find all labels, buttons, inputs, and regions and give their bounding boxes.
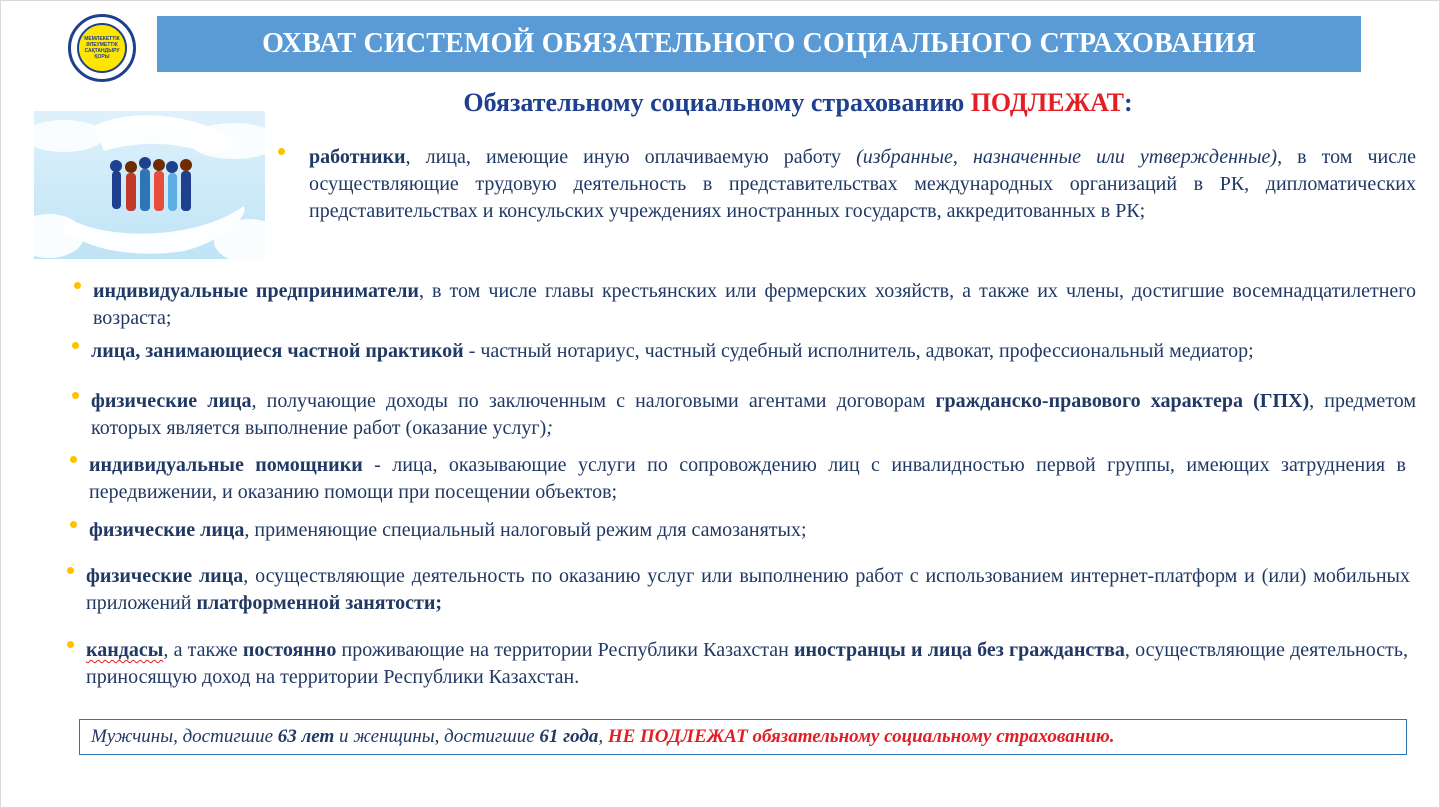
item-bold: постоянно — [242, 639, 337, 661]
item-bold: индивидуальные предприниматели — [93, 280, 419, 302]
header-bar — [157, 16, 1361, 72]
item-bold: физические лица — [86, 565, 244, 587]
bullet-dot-icon — [70, 456, 77, 463]
note-bold: 61 года — [539, 726, 599, 747]
item-text: , в том числе главы крестьянских или фермерских хозяйств, а также их члены, достигшие восемнадцатилетнего возраста; — [93, 280, 1416, 329]
item-bold: индивидуальные помощники — [89, 454, 363, 476]
list-item-private-practice — [91, 338, 1421, 365]
item-text: , осуществляющие деятельность, приносящую доход на территории Республики Казахстан. — [86, 639, 1408, 688]
subtitle-accent: ПОДЛЕЖАТ — [970, 88, 1124, 117]
item-text: - частный нотариус, частный судебный исполнитель, адвокат, профессиональный медиатор; — [463, 340, 1254, 362]
bullet-dot-icon — [67, 567, 74, 574]
item-text: , осуществляющие деятельность по оказанию услуг или выполнению работ с использованием интернет-платформ и (или) мобильных приложений — [86, 565, 1410, 614]
item-bold: платформенной занятости; — [196, 592, 443, 614]
item-bold: физические лица — [91, 390, 252, 412]
item-text: проживающие на территории Республики Казахстан — [336, 639, 794, 661]
item-text: - лица, оказывающие услуги по сопровождению лиц с инвалидностью первой группы, имеющих затруднения в передвижении, и оказанию помощи при посещении объектов; — [89, 454, 1406, 503]
bullet-dot-icon — [278, 148, 285, 155]
item-bold: работники — [309, 146, 406, 168]
item-text: , в том числе осуществляющие трудовую деятельность в представительствах международных организаций в РК, дипломатических представительствах и консульских учреждениях иностранных государств, аккредитованных в РК; — [309, 146, 1416, 222]
item-italic: (избранные, назначенные или утвержденные) — [856, 146, 1278, 168]
logo — [68, 14, 136, 82]
item-text: , а также — [163, 639, 243, 661]
item-italic: ; — [546, 417, 553, 439]
item-bold: иностранцы и лица без гражданства — [793, 639, 1125, 661]
item-bold: физические лица — [89, 519, 245, 541]
logo-emblem-icon — [77, 23, 127, 73]
page-title: ОХВАТ СИСТЕМОЙ ОБЯЗАТЕЛЬНОГО СОЦИАЛЬНОГО СТРАХОВАНИЯ — [262, 28, 1256, 59]
bullet-dot-icon — [72, 392, 79, 399]
item-bold: лица, занимающиеся частной практикой — [91, 340, 464, 362]
list-item-gph — [91, 388, 1416, 442]
item-text: , лица, имеющие иную оплачиваемую работу — [405, 146, 857, 168]
item-bold: гражданско-правового характера (ГПХ) — [935, 390, 1310, 412]
note-text: и женщины, достигшие — [339, 726, 535, 747]
note-text: Мужчины, достигшие — [91, 726, 274, 747]
hands-people-illustration-icon — [34, 111, 265, 259]
item-text: , получающие доходы по заключенным с налоговыми агентами договорам — [251, 390, 936, 412]
item-text: , применяющие специальный налоговый режим для самозанятых; — [244, 519, 807, 541]
note-bold: 63 лет — [277, 726, 335, 747]
bullet-dot-icon — [72, 342, 79, 349]
list-item-platform — [86, 563, 1410, 617]
note-text: , — [598, 726, 604, 747]
note-box — [79, 719, 1407, 755]
subtitle-text: Обязательному социальному страхованию — [463, 88, 971, 117]
bullet-dot-icon — [74, 282, 81, 289]
item-bold: кандасы — [86, 639, 164, 661]
subtitle — [300, 88, 1296, 118]
item-text: , предметом которых является выполнение работ (оказание услуг) — [91, 390, 1417, 439]
bullet-dot-icon — [67, 641, 74, 648]
logo-text: МЕМЛЕКЕТТІК ӘЛЕУМЕТТІК САҚТАНДЫРУ ҚОРЫ — [84, 36, 120, 60]
list-item-kandas — [86, 637, 1408, 691]
list-item-entrepreneurs — [93, 278, 1416, 332]
subtitle-colon: : — [1123, 88, 1133, 117]
note-red-text: НЕ ПОДЛЕЖАТ обязательному социальному страхованию. — [607, 726, 1115, 747]
list-item-assistants — [89, 452, 1406, 506]
bullet-dot-icon — [70, 521, 77, 528]
list-item-self-employed — [89, 517, 1406, 544]
list-item-employees — [309, 144, 1416, 225]
